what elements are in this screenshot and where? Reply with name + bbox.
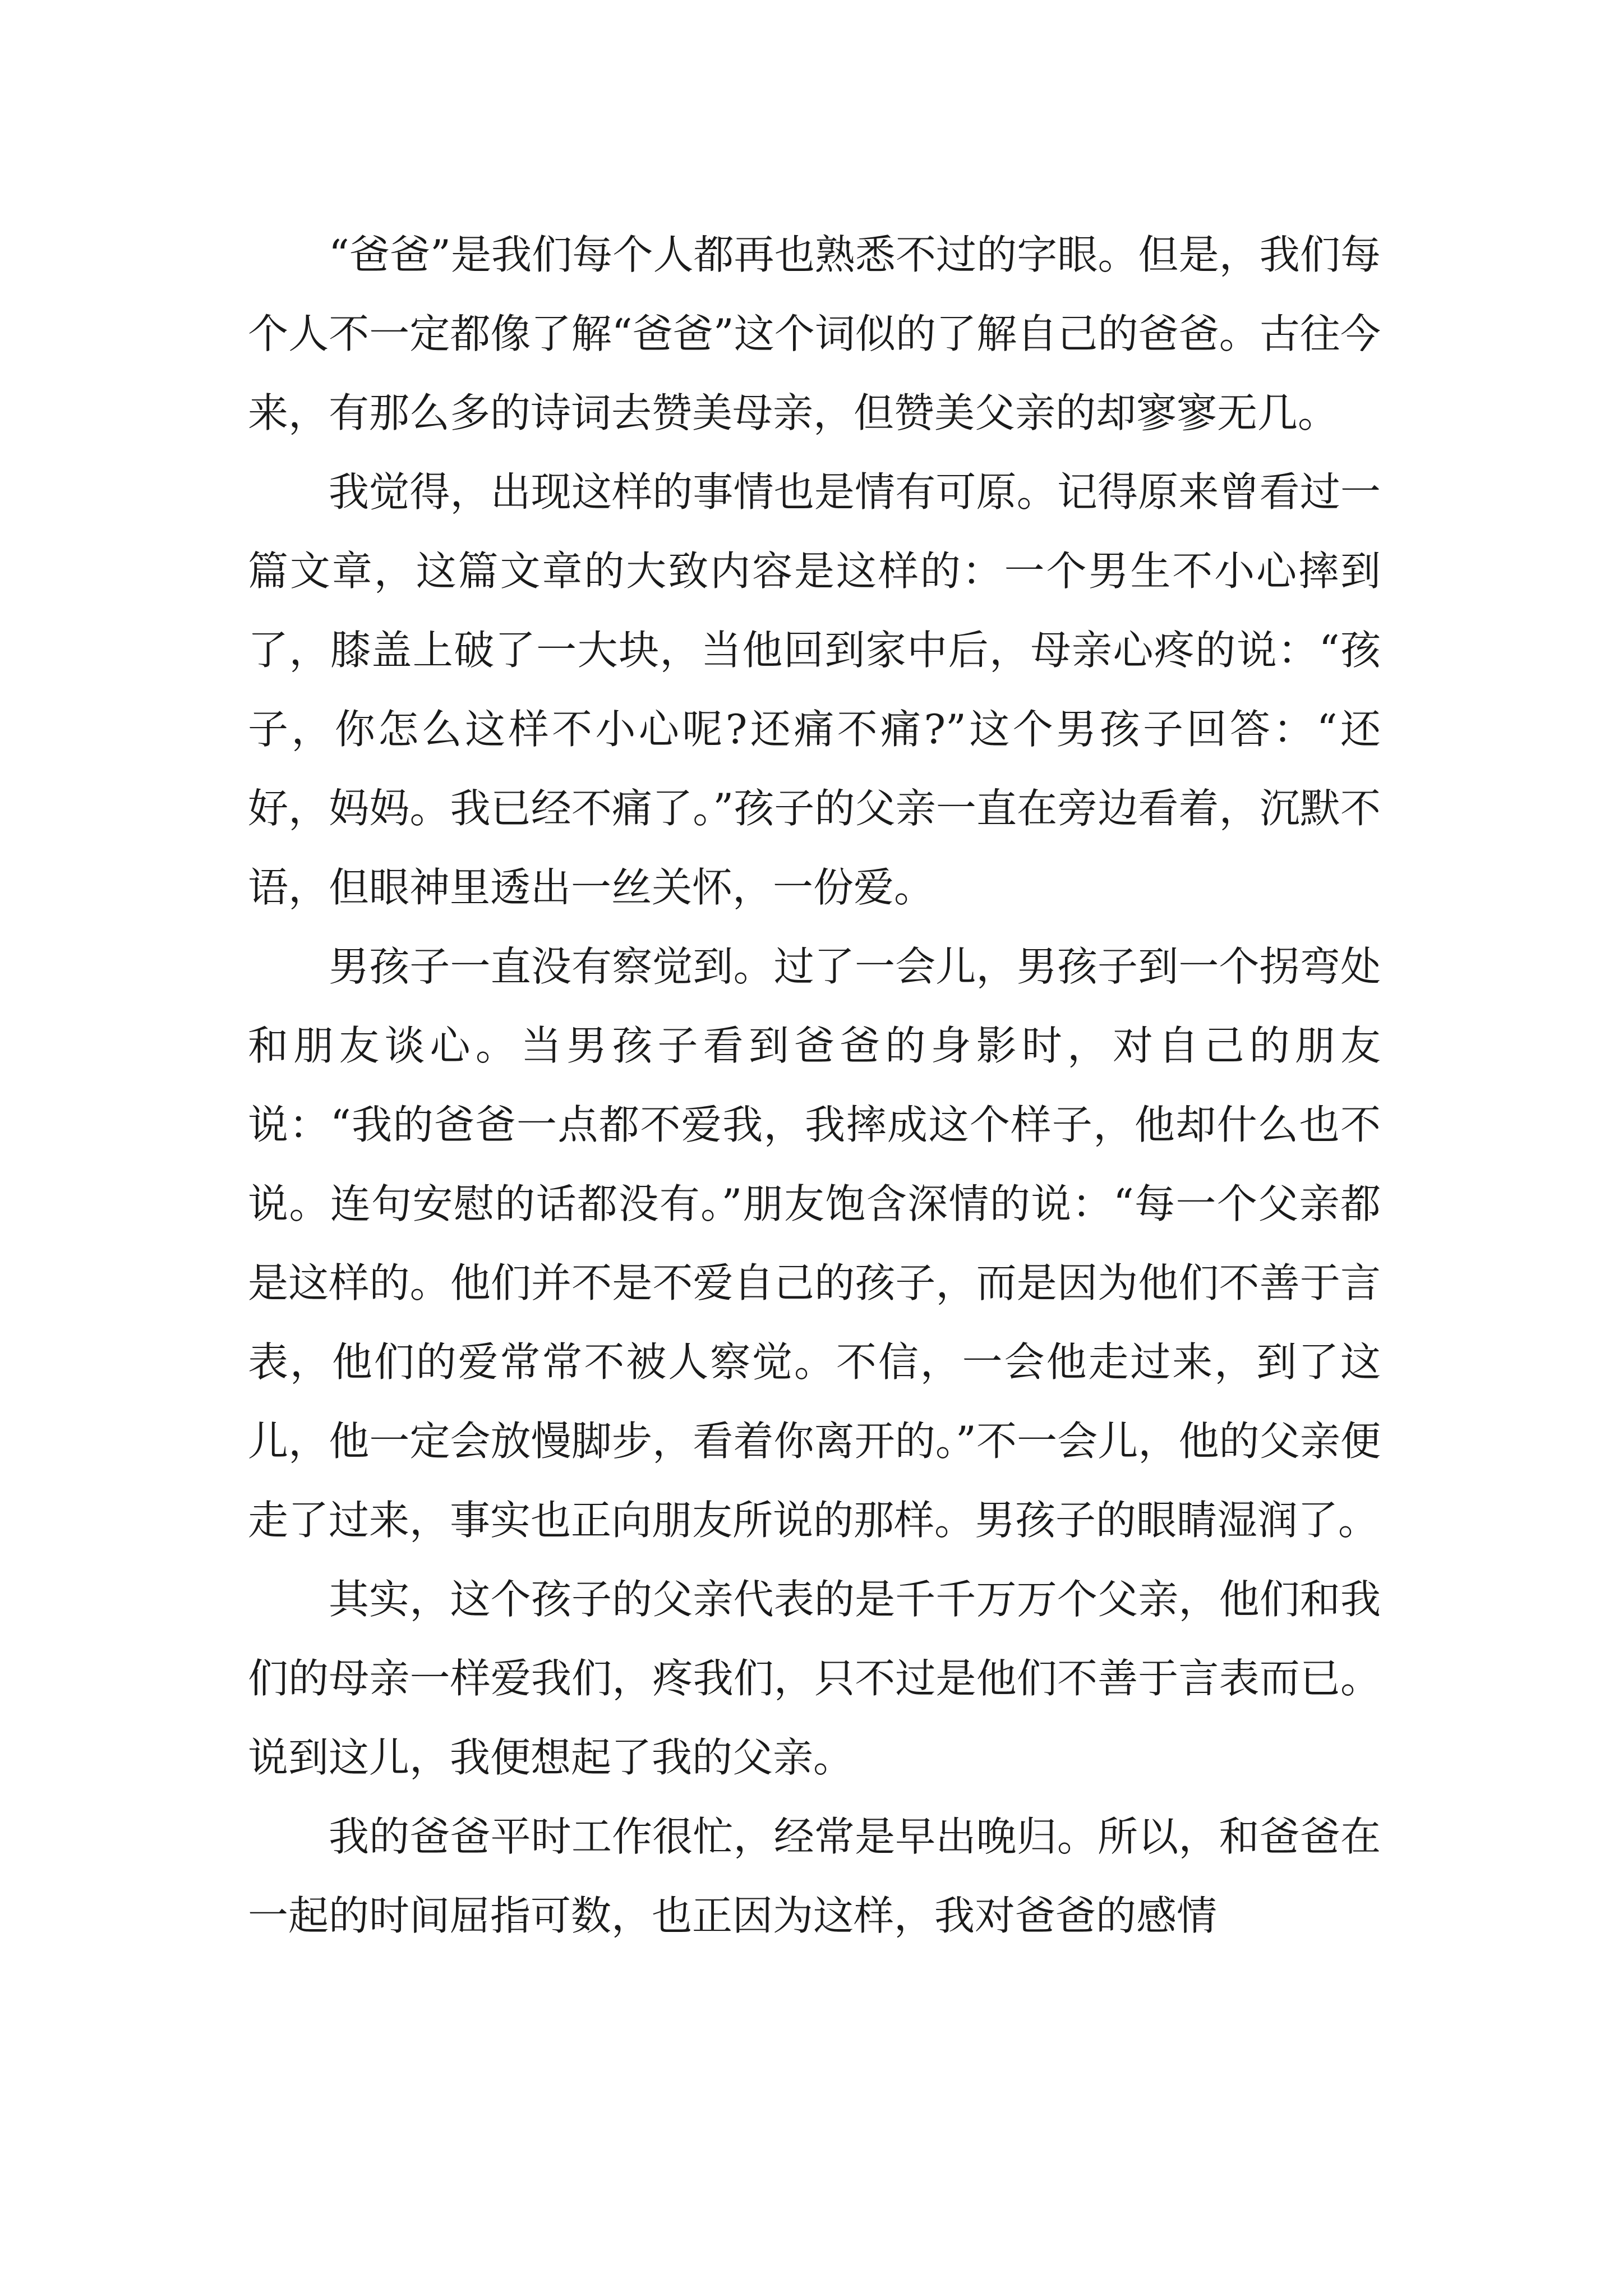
paragraph-3: 男孩子一直没有察觉到。过了一会儿，男孩子到一个拐弯处和朋友谈心。当男孩子看到爸爸的身影时，对自己的朋友说：“我的爸爸一点都不爱我，我摔成这个样子，他却什么也不说。连句安慰的话都没有。”朋友饱含深情的说：“每一个父亲都是这样的。他们并不是不爱自己的孩子，而是因为他们不善于言表，他们的爱常常不被人察觉。不信，一会他走过来，到了这儿，他一定会放慢脚步，看着你离开的。”不一会儿，他的父亲便走了过来，事实也正向朋友所说的那样。男孩子的眼睛湿润了。 — [248, 943, 1381, 1544]
paragraph-1: “爸爸”是我们每个人都再也熟悉不过的字眼。但是，我们每个人不一定都像了解“爸爸”这个词似的了解自己的爸爸。古往今来，有那么多的诗词去赞美母亲，但赞美父亲的却寥寥无几。 — [248, 231, 1381, 436]
body-text — [248, 215, 1381, 1955]
paragraph-5: 我的爸爸平时工作很忙，经常是早出晚归。所以，和爸爸在一起的时间屈指可数，也正因为这样，我对爸爸的感情 — [248, 1813, 1381, 1939]
paragraph-2: 我觉得，出现这样的事情也是情有可原。记得原来曾看过一篇文章，这篇文章的大致内容是这样的：一个男生不小心摔到了，膝盖上破了一大块，当他回到家中后，母亲心疼的说：“孩子，你怎么这样不小心呢?还痛不痛?”这个男孩子回答：“还好，妈妈。我已经不痛了。”孩子的父亲一直在旁边看着，沉默不语，但眼神里透出一丝关怀，一份爱。 — [248, 468, 1381, 911]
paragraph-4: 其实，这个孩子的父亲代表的是千千万万个父亲，他们和我们的母亲一样爱我们，疼我们，只不过是他们不善于言表而已。说到这儿，我便想起了我的父亲。 — [248, 1576, 1381, 1781]
